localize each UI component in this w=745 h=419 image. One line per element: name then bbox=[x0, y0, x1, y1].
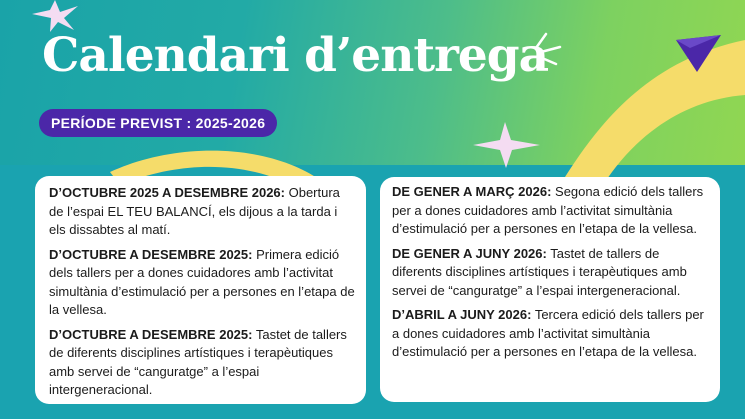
page-title: Calendari d’entrega bbox=[42, 28, 549, 83]
schedule-entry bbox=[49, 246, 356, 320]
entry-date-label: DE GENER A MARÇ 2026: bbox=[392, 184, 552, 199]
entry-date-label: DE GENER A JUNY 2026: bbox=[392, 245, 547, 261]
entry-description: Primera edició dels tallers per a dones cuidadores amb l’activitat simultània d’estimulació per a persones en l’etapa de la vellesa. bbox=[49, 246, 355, 317]
period-badge: PERÍODE PREVIST : 2025-2026 bbox=[39, 109, 277, 137]
entry-description: Segona edició dels tallers per a dones cuidadores amb l’activitat simultània d’estimulació per a persones en l’etapa de la vellesa. bbox=[392, 184, 704, 236]
schedule-entry bbox=[49, 184, 356, 240]
entry-date-label: D’OCTUBRE 2025 A DESEMBRE 2026: bbox=[49, 185, 285, 200]
schedule-entry bbox=[49, 326, 356, 400]
schedule-card-right bbox=[380, 177, 720, 402]
entry-date-label: D’OCTUBRE A DESEMBRE 2025: bbox=[49, 326, 253, 342]
entry-date-label: D’ABRIL A JUNY 2026: bbox=[392, 307, 532, 322]
schedule-card-left bbox=[35, 176, 366, 404]
schedule-entry bbox=[392, 245, 710, 301]
entry-description: Obertura de l’espai EL TEU BALANCÍ, els dijous a la tarda i els dissabtes al matí. bbox=[49, 185, 340, 237]
sparkle-star-icon bbox=[473, 122, 540, 168]
entry-description: Tastet de tallers de diferents disciplines artístiques i terapèutiques amb servei de “canguratge” a l’espai intergeneracional. bbox=[392, 245, 687, 298]
yellow-arc-right bbox=[560, 40, 745, 190]
entry-description: Tastet de tallers de diferents disciplines artístiques i terapèutiques amb servei de “canguratge” a l’espai intergeneracional. bbox=[49, 326, 347, 397]
schedule-entry bbox=[392, 306, 710, 362]
entry-description: Tercera edició dels tallers per a dones cuidadores amb l’activitat simultània d’estimulació per a persones en l’etapa de la vellesa. bbox=[392, 307, 704, 359]
schedule-entry bbox=[392, 183, 710, 239]
entry-date-label: D’OCTUBRE A DESEMBRE 2025: bbox=[49, 246, 253, 262]
